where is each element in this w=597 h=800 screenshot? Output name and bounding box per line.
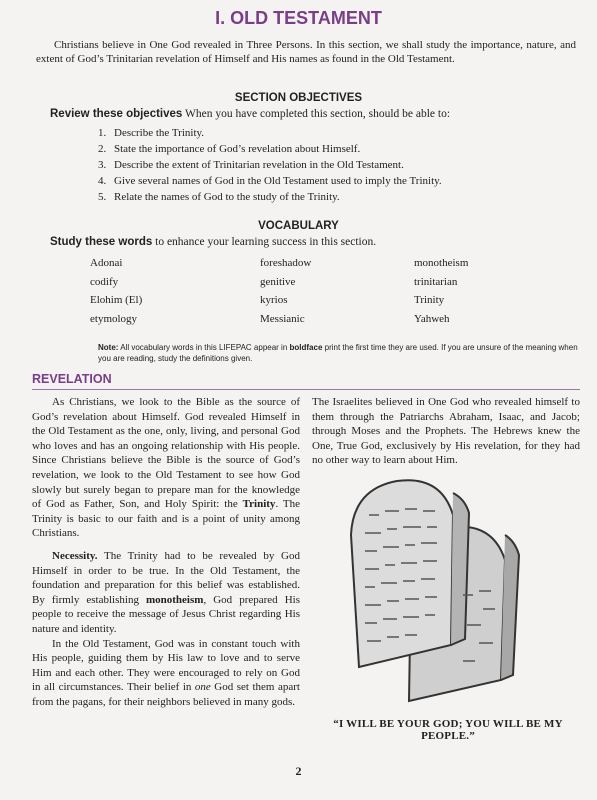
- vocabulary-word: Yahweh: [414, 312, 450, 325]
- note-label: Note:: [98, 343, 119, 352]
- paragraph: In the Old Testament, God was in constant touch with His people, guiding them by His law to love and to serve Him and each other. They were encouraged to rely on God in all circumstances. Their belief in one God set them apart from the pagans, for their neighbors believed in many gods.: [32, 637, 300, 708]
- vocabulary-word: Messianic: [260, 312, 305, 325]
- vocabulary-heading: VOCABULARY: [258, 220, 339, 232]
- objectives-lead-text: When you have completed this section, should be able to:: [182, 108, 451, 120]
- section-divider: [32, 389, 580, 390]
- vocabulary-word: genitive: [260, 275, 296, 288]
- paragraph: Necessity. The Trinity had to be revealed by God Himself in order to be true. In the Old Testament, the foundation and preparation for this belief was established. By firmly establishing monotheism, God prepared His people to receive the message of Jesus Christ regarding His nature and identity.: [32, 549, 300, 635]
- vocabulary-column: [414, 254, 554, 328]
- vocabulary-word: trinitarian: [414, 275, 458, 288]
- paragraph: The Israelites believed in One God who revealed himself to them through the Patriarchs Abraham, Isaac, and Jacob; through Moses and the Prophets. The Hebrews knew the One, True God, exclusively by His revelation, for they had no other way to learn about Him.: [312, 396, 580, 467]
- vocabulary-word: kyrios: [260, 294, 288, 306]
- intro-paragraph: Christians believe in One God revealed in Three Persons. In this section, we shall study the importance, nature, and extent of God’s Trinitarian revelation of Himself and His names as found in the Old Testament.: [36, 39, 576, 65]
- objective-item: 5. Relate the names of God to the study of the Trinity.: [98, 191, 340, 203]
- page-number: 2: [295, 764, 302, 778]
- objective-item: 1. Describe the Trinity.: [98, 127, 205, 139]
- vocabulary-word: foreshadow: [260, 257, 312, 269]
- objectives-heading: SECTION OBJECTIVES: [234, 92, 363, 104]
- vocabulary-word: etymology: [90, 312, 138, 325]
- right-column: [312, 395, 580, 468]
- vocabulary-note: Note: All vocabulary words in this LIFEPAC appear in boldface print the first time they are used. If you are unsure of the meaning when you are reading, study the definitions given.: [98, 343, 578, 363]
- vocabulary-lead: [50, 236, 580, 248]
- vocabulary-lead-bold: Study these words: [50, 236, 153, 248]
- objective-item: 4. Give several names of God in the Old Testament used to imply the Trinity.: [98, 175, 442, 187]
- left-column: [32, 395, 300, 709]
- section-heading-revelation: REVELATION: [32, 372, 112, 386]
- paragraph: As Christians, we look to the Bible as the source of God’s revelation about Himself. God revealed Himself in the Old Testament as the one, only, living, and personal God who loves and has an ongoing relationship with His people. Since Christians believe the Bible is the source of God’s revelation, we look to the Old Testament to see how God slowly but surely began to prepare man for the knowledge of God as Father, Son, and Holy Spirit: the Trinity. The Trinity is basic to our faith and is a point of unity among Christians.: [32, 396, 301, 540]
- objective-item: 3. Describe the extent of Trinitarian revelation in the Old Testament.: [98, 159, 404, 171]
- vocabulary-lead-text: to enhance your learning success in this section.: [152, 236, 377, 248]
- vocabulary-column: [260, 254, 400, 328]
- subheading-necessity: Necessity.: [52, 549, 98, 562]
- vocabulary-word: Elohim (El): [90, 294, 143, 306]
- vocabulary-word: Adonai: [90, 257, 123, 269]
- objectives-list: [98, 125, 568, 205]
- objectives-lead: [50, 108, 580, 120]
- vocabulary-word: codify: [90, 275, 119, 288]
- ten-commandments-tablets-illustration: [333, 475, 565, 707]
- vocabulary-column: [90, 254, 230, 328]
- vocabulary-word: Trinity: [414, 294, 445, 306]
- objective-item: 2. State the importance of God’s revelation about Himself.: [98, 143, 361, 155]
- illustration-caption: “I WILL BE YOUR GOD; YOU WILL BE MY PEOPLE.”: [333, 718, 563, 742]
- vocabulary-word: monotheism: [414, 257, 469, 269]
- page-title: I. OLD TESTAMENT: [215, 8, 382, 28]
- objectives-lead-bold: Review these objectives: [50, 108, 183, 120]
